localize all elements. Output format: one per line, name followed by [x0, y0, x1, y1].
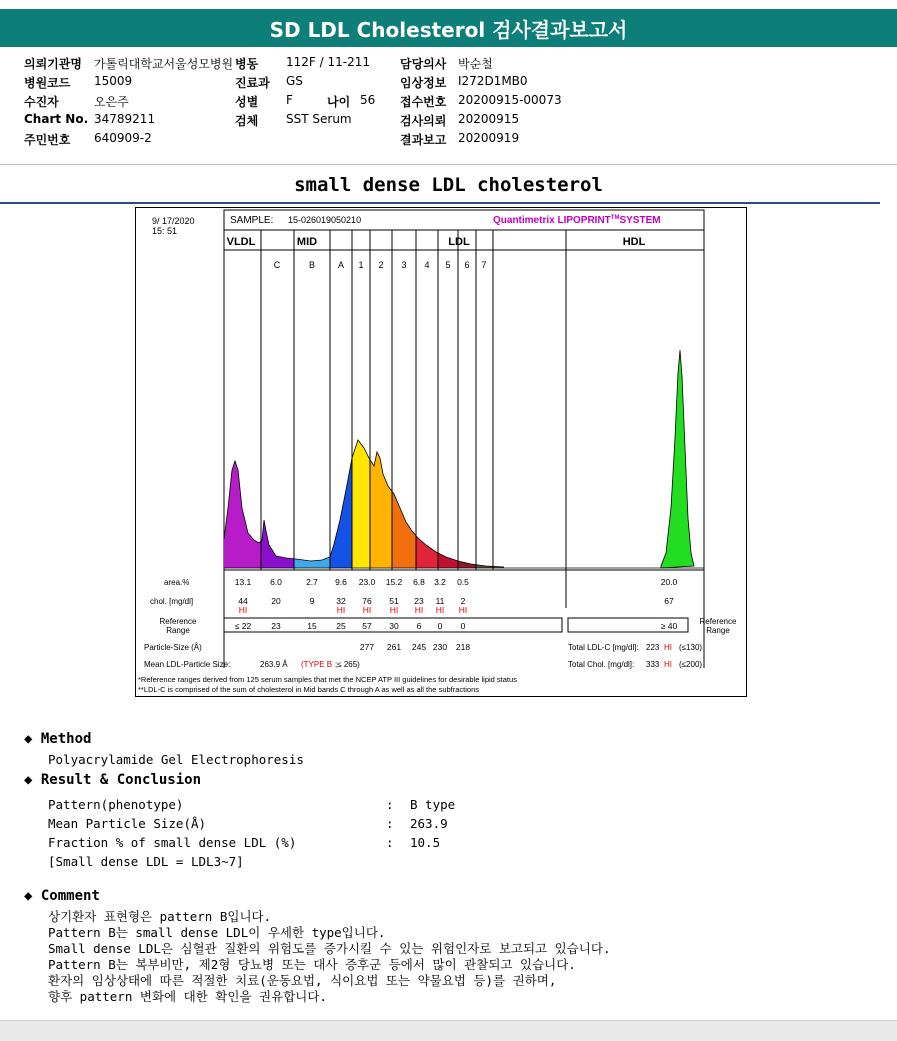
particle-size-value: 261: [386, 642, 402, 652]
sex-value: F: [286, 93, 293, 107]
band-label: 7: [481, 260, 487, 270]
area-value: 20.0: [660, 577, 678, 587]
result-label-pattern: Pattern(phenotype): [48, 797, 184, 812]
hi-flag: HI: [435, 605, 445, 615]
result-colon: :: [386, 797, 394, 812]
chol-value: 51: [389, 596, 399, 606]
ref-row-label-2: Range: [166, 626, 190, 635]
area-row-label: area.%: [164, 578, 190, 587]
ref-value: 0: [460, 621, 466, 631]
peak-segment: [370, 452, 392, 568]
sex-label: 성별: [235, 95, 259, 109]
total-ldl-ref: (≤130): [679, 643, 703, 652]
receipt-no-label: 접수번호: [400, 95, 447, 109]
request-date-label: 검사의뢰: [400, 114, 447, 128]
clinical-info-label: 임상정보: [400, 76, 447, 90]
total-chol-label: Total Chol. [mg/dl]:: [568, 660, 635, 669]
comment-line: 향후 pattern 변화에 대한 확인을 권유합니다.: [48, 989, 327, 1004]
peak-segment: [261, 520, 294, 568]
chol-value: 44: [238, 596, 248, 606]
plot-frame: [224, 230, 704, 570]
request-date-value: 20200915: [458, 112, 520, 126]
band-labels: [274, 260, 487, 270]
age-label: 나이: [327, 95, 351, 109]
ref-value: 30: [389, 621, 399, 631]
table-values: [235, 577, 678, 652]
sample-label: SAMPLE:: [230, 215, 274, 226]
chol-value: 20: [271, 596, 281, 606]
info-row: [24, 74, 884, 93]
particle-size-label: Particle-Size (Å): [144, 643, 202, 652]
doctor-label: 담당의사: [400, 57, 447, 71]
ward-value: 112F / 11-211: [286, 55, 370, 69]
info-row: [24, 112, 884, 131]
mean-size-value: 263.9 Å: [260, 660, 288, 669]
total-chol-ref: (≤200): [679, 660, 703, 669]
resident-no-value: 640909-2: [94, 131, 152, 145]
chol-value: 76: [362, 596, 372, 606]
ref-value: 6: [416, 621, 422, 631]
ref-right-label-2: Range: [706, 626, 730, 635]
result-heading: [24, 772, 201, 788]
particle-size-value: 245: [411, 642, 427, 652]
area-value: 23.0: [358, 577, 376, 587]
band-label: A: [337, 260, 345, 270]
report-date-label: 결과보고: [400, 133, 447, 147]
hi-flag: HI: [238, 605, 248, 615]
divider: [0, 164, 897, 165]
band-label: 2: [378, 260, 384, 270]
ref-value: 0: [437, 621, 443, 631]
hi-flag: HI: [362, 605, 372, 615]
result-value-fraction: 10.5: [410, 835, 441, 850]
lipoprint-chart: [135, 207, 747, 697]
hi-flag: HI: [389, 605, 399, 615]
chart-no-value: 34789211: [94, 112, 156, 126]
band-label: C: [273, 260, 281, 270]
ref-row-label-1: Reference: [159, 617, 197, 626]
section-title: small dense LDL cholesterol: [294, 174, 603, 196]
comment-heading: [24, 888, 100, 904]
result-value-pattern: B type: [410, 797, 456, 812]
info-row: [24, 55, 884, 74]
peak-segment: [438, 553, 458, 568]
diamond-icon: ◆: [24, 772, 33, 788]
report-date-value: 20200919: [458, 131, 520, 145]
ref-value: ≥ 40: [660, 621, 678, 631]
age-value: 56: [360, 93, 376, 107]
group-label-mid: MID: [296, 236, 318, 248]
comment-line: 환자의 임상상태에 따른 적절한 치료(운동요법, 식이요법 또는 약물요법 등)를 권하며,: [48, 973, 557, 988]
peak-segment: [352, 440, 370, 568]
chol-value: 2: [460, 596, 466, 606]
brand-suffix: SYSTEM: [619, 215, 661, 226]
report-title: SD LDL Cholesterol 검사결과보고서: [0, 9, 897, 47]
specimen-value: SST Serum: [286, 112, 352, 126]
diamond-icon: ◆: [24, 731, 33, 747]
info-row: [24, 131, 884, 150]
footnote-1: *Reference ranges derived from 125 serum samples that met the NCEP ATP III guidelines for desirable lipid status: [138, 675, 517, 684]
area-value: 15.2: [385, 577, 403, 587]
chol-value: 67: [664, 596, 674, 606]
area-value: 9.6: [335, 577, 347, 587]
comment-heading-text: Comment: [40, 888, 100, 904]
area-value: 6.8: [413, 577, 425, 587]
lipoprint-svg: [136, 208, 746, 696]
bottom-bar: [0, 1020, 897, 1041]
electrophoresis-peaks: [224, 350, 704, 568]
chol-row-label: chol. [mg/dl]: [150, 597, 194, 606]
band-label: B: [308, 260, 316, 270]
method-heading-text: Method: [40, 731, 92, 747]
result-value-mean: 263.9: [410, 816, 448, 831]
peak-segment: [224, 461, 261, 568]
result-label-mean: Mean Particle Size(Å): [48, 816, 207, 831]
total-ldl-hi: HI: [664, 643, 672, 652]
ref-value: ≤ 22: [234, 621, 252, 631]
chart-no-label: Chart No.: [24, 112, 89, 126]
chol-value: 9: [309, 596, 315, 606]
ref-right-label-1: Reference: [699, 617, 737, 626]
sample-id: 15-026019050210: [288, 215, 362, 225]
department-label: 진료과: [235, 76, 270, 90]
ref-value: 25: [336, 621, 346, 631]
footnote-2: **LDL-C is comprised of the sum of cholesterol in Mid bands C through A as well as all the subfractions: [138, 685, 480, 694]
receipt-no-value: 20200915-00073: [458, 93, 562, 107]
mean-size-label: Mean LDL-Particle Size:: [144, 660, 231, 669]
resident-no-label: 주민번호: [24, 133, 71, 147]
comment-line: Pattern B는 small dense LDL이 우세한 type입니다.: [48, 925, 386, 940]
type-label: (TYPE B: [301, 660, 333, 669]
patient-info: [24, 55, 884, 150]
result-colon: :: [386, 835, 394, 850]
peak-segment: [416, 536, 438, 568]
doctor-value: 박순철: [458, 57, 493, 71]
chol-value: 23: [414, 596, 424, 606]
band-label: 6: [464, 260, 470, 270]
area-value: 2.7: [306, 577, 318, 587]
result-colon: :: [386, 816, 394, 831]
chol-value: 11: [435, 596, 445, 606]
total-ldl-value: 223: [646, 643, 660, 652]
hi-flag: HI: [458, 605, 468, 615]
group-label-ldl: LDL: [448, 236, 470, 248]
chol-value: 32: [336, 596, 346, 606]
patient-name-value: 오은주: [94, 95, 129, 109]
total-ldl-label: Total LDL-C [mg/dl]:: [568, 643, 639, 652]
chart-time: 15: 51: [152, 226, 178, 236]
brand-main: Quantimetrix LIPOPRINT: [493, 215, 611, 226]
hdl-peak: [661, 350, 694, 568]
area-value: 13.1: [234, 577, 252, 587]
band-label: 5: [445, 260, 451, 270]
brand-tm: TM: [610, 215, 620, 221]
comment-line: Small dense LDL은 심혈관 질환의 위험도를 증가시킬 수 있는 위험인자로 보고되고 있습니다.: [48, 941, 611, 956]
group-label-vldl: VLDL: [226, 236, 256, 248]
particle-size-value: 277: [359, 642, 375, 652]
patient-name-label: 수진자: [24, 95, 59, 109]
institution-label: 의뢰기관명: [24, 57, 82, 71]
area-value: 0.5: [457, 577, 469, 587]
comment-line: Pattern B는 복부비만, 제2형 당뇨병 또는 대사 증후군 등에서 많이 관찰되고 있습니다.: [48, 957, 576, 972]
result-label-fraction: Fraction % of small dense LDL (%): [48, 835, 297, 850]
band-label: 4: [424, 260, 430, 270]
hospital-code-value: 15009: [94, 74, 133, 88]
brand-name: [493, 215, 661, 226]
band-label: 3: [401, 260, 407, 270]
institution-value: 가톨릭대학교서울성모병원: [94, 57, 234, 71]
total-chol-value: 333: [646, 660, 660, 669]
particle-size-value: 230: [432, 642, 448, 652]
result-heading-text: Result & Conclusion: [40, 772, 202, 788]
chart-date: 9/ 17/2020: [152, 216, 195, 226]
band-dividers: [261, 230, 566, 570]
ref-value: 23: [271, 621, 281, 631]
comment-line: 상기환자 표현형은 pattern B입니다.: [48, 909, 272, 924]
method-heading: [24, 731, 91, 747]
hi-flag: HI: [414, 605, 424, 615]
info-row: [24, 93, 884, 112]
hi-flag: HI: [336, 605, 346, 615]
department-value: GS: [286, 74, 303, 88]
area-value: 3.2: [434, 577, 446, 587]
group-label-hdl: HDL: [622, 236, 646, 248]
type-rest: ;≤ 265): [335, 660, 360, 669]
diamond-icon: ◆: [24, 888, 33, 904]
particle-size-value: 218: [455, 642, 471, 652]
ref-value: 15: [307, 621, 317, 631]
area-value: 6.0: [270, 577, 282, 587]
result-note: [Small dense LDL = LDL3~7]: [48, 854, 244, 869]
peak-segment: [392, 491, 416, 568]
clinical-info-value: I272D1MB0: [458, 74, 528, 88]
hospital-code-label: 병원코드: [24, 76, 71, 90]
divider: [0, 202, 880, 204]
specimen-label: 검체: [235, 114, 259, 128]
band-label: 1: [358, 260, 364, 270]
method-text: Polyacrylamide Gel Electrophoresis: [48, 752, 304, 767]
ref-value: 57: [362, 621, 372, 631]
ward-label: 병동: [235, 57, 259, 71]
total-chol-hi: HI: [664, 660, 672, 669]
